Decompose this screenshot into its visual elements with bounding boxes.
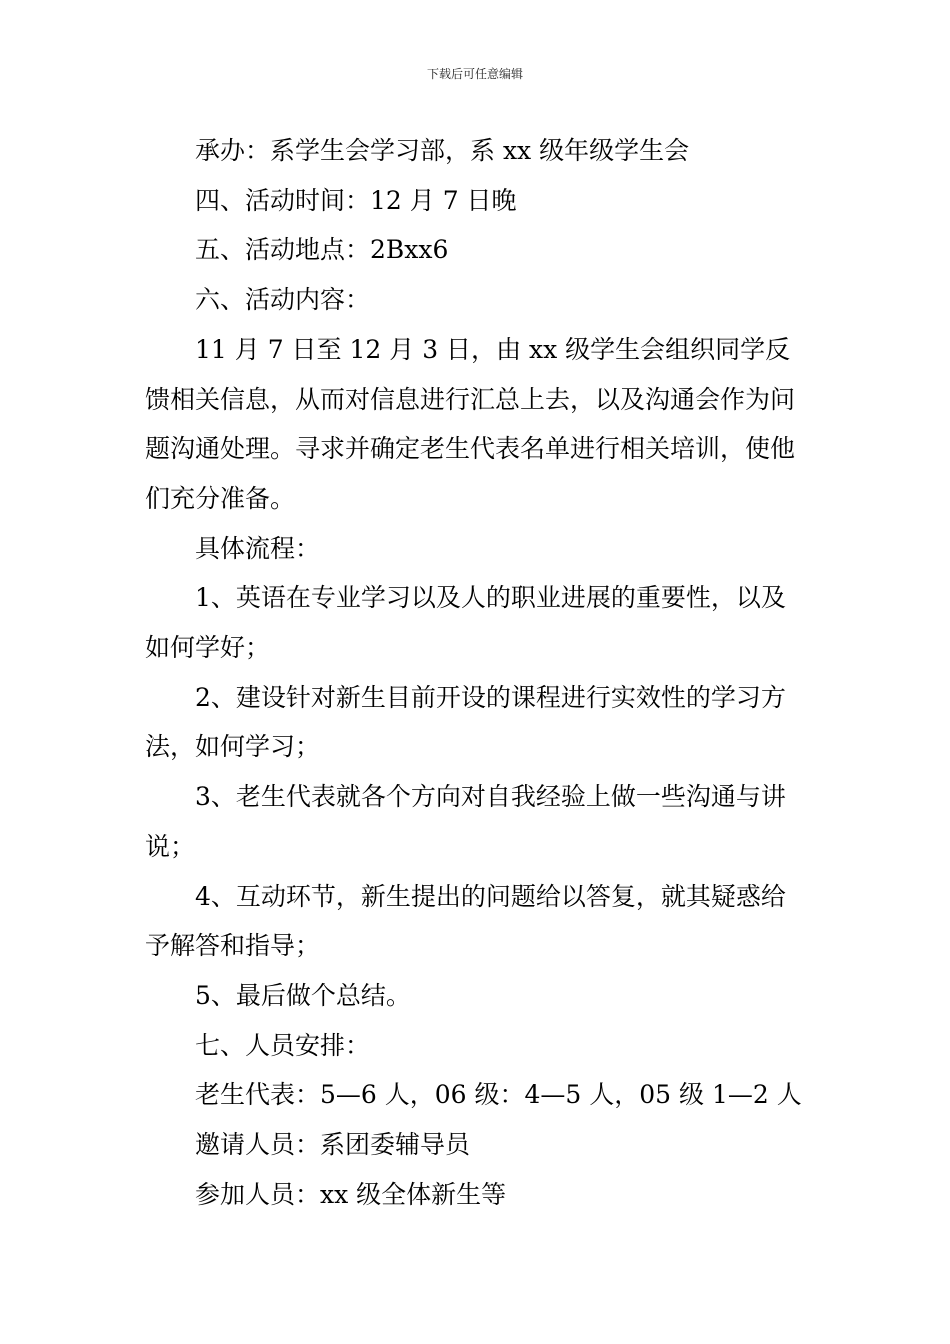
paragraph-staff-heading: 七、人员安排： bbox=[195, 1030, 371, 1060]
paragraph-location: 五、活动地点：2Bxx6 bbox=[195, 235, 449, 265]
paragraph-step-5: 5、最后做个总结。 bbox=[195, 980, 411, 1010]
paragraph-step-4: 4、互动环节，新生提出的问题给以答复，就其疑惑给予解答和指导； bbox=[145, 881, 786, 961]
paragraph-content-heading: 六、活动内容： bbox=[195, 285, 371, 315]
paragraph-representatives: 老生代表：5—6 人，06 级：4—5 人，05 级 1—2 人 bbox=[195, 1080, 802, 1110]
page-header: 下载后可任意编辑 bbox=[426, 67, 523, 81]
paragraph-participants: 参加人员：xx 级全体新生等 bbox=[195, 1179, 507, 1209]
paragraph-organizer: 承办：系学生会学习部，系 xx 级年级学生会 bbox=[195, 136, 690, 165]
paragraph-process-heading: 具体流程： bbox=[195, 533, 321, 563]
document-body bbox=[145, 126, 810, 1219]
paragraph-step-3: 3、老生代表就各个方向对自我经验上做一些沟通与讲说； bbox=[145, 782, 786, 861]
paragraph-content-body: 11 月 7 日至 12 月 3 日，由 xx 级学生会组织同学反馈相关信息，从而对信息进行汇总上去，以及沟通会作为问题沟通处理。寻求并确定老生代表名单进行相关培训，使他们充分准备。 bbox=[145, 334, 796, 513]
paragraph-invited: 邀请人员：系团委辅导员 bbox=[195, 1130, 471, 1160]
paragraph-time: 四、活动时间：12 月 7 日晚 bbox=[195, 185, 517, 215]
paragraph-step-1: 1、英语在专业学习以及人的职业进展的重要性，以及如何学好； bbox=[145, 583, 786, 663]
paragraph-step-2: 2、建设针对新生目前开设的课程进行实效性的学习方法，如何学习； bbox=[145, 682, 786, 762]
